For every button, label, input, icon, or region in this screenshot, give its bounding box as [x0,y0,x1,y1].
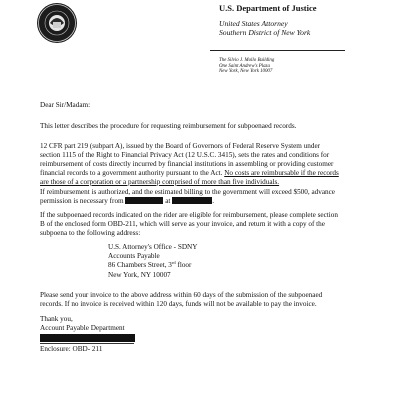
paragraph-line [40,197,335,206]
office-line-2: Southern District of New York [219,28,311,38]
plain-text: 86 Chambers Street, 3 [108,261,172,270]
letterhead-rule [210,50,345,51]
address-line: The Silvio J. Mollo Building [219,58,275,63]
paragraph-line: subpoena to the following address: [40,228,141,237]
signer-name: Account Payable Department [40,324,125,332]
office-line-1: United States Attorney [219,19,288,28]
redacted-contact [172,196,215,205]
remit-line: Accounts Payable [108,252,160,261]
paragraph-line: If the subpoenaed records indicated on the rider are eligible for reimbursement, please complete section [40,211,338,219]
paragraph-line: B of the enclosed form OBD-211, which will serve as your invoice, and return it with a copy of the [40,219,325,228]
plain-text: at [165,196,171,205]
paragraph-line: Please send your invoice to the above address within 60 days of the submission of the subpoenaed [40,291,323,299]
instructions-paragraph [40,211,338,238]
paragraph-line: If reimbursement is authorized, and the estimated billing to the government will exceed $500, advance [40,188,335,196]
redacted-name [125,197,163,204]
remit-line: U.S. Attorney's Office - SDNY [108,243,198,251]
paragraph-line: section 1115 of the Right to Financial Privacy Act (12 U.S.C. 3415), sets the rates and conditions for [40,150,330,159]
paragraph-line: reimbursement of costs directly incurred by financial institutions in assembling or providing customer [40,159,334,168]
intro-paragraph: This letter describes the procedure for requesting reimbursement for subpoenaed records. [40,122,297,130]
remit-line: New York, NY 10007 [108,270,171,279]
deadline-paragraph [40,291,322,309]
agency-name: U.S. Department of Justice [219,3,317,13]
remit-address [108,243,197,280]
office-address [219,58,274,75]
office-name [219,19,310,38]
paragraph-line: records. If no invoice is received within 120 days, funds will not be available to pay the invoice. [40,299,317,308]
paragraph-line: 12 CFR part 219 (subpart A), issued by the Board of Governors of Federal Reserve System under [40,142,321,150]
underlined-line: are those of a corporation or a partnership comprised of more than five individuals. [40,177,280,186]
closing-thanks: Thank you, [40,315,73,323]
superscript: rd [171,260,176,266]
redacted-signature [40,334,135,342]
plain-text: permission is necessary from [40,196,124,205]
plain-text: floor [175,261,192,270]
cfr-paragraph [40,142,339,187]
plain-text: financial records to a government authority pursuant to the Act. [40,168,225,177]
plain-text: . [212,196,215,205]
enclosure-line: Enclosure: OBD- 211 [40,345,103,353]
advance-permission-paragraph [40,188,335,206]
address-line: One Saint Andrew's Plaza [219,63,270,69]
remit-line [108,261,197,270]
address-line: New York, New York 10007 [219,69,273,75]
signature-rule [40,343,134,344]
paragraph-line [40,169,339,178]
underlined-text: No costs are reimbursable if the records [224,168,339,177]
doj-seal [37,3,77,43]
salutation: Dear Sir/Madam: [40,101,91,109]
